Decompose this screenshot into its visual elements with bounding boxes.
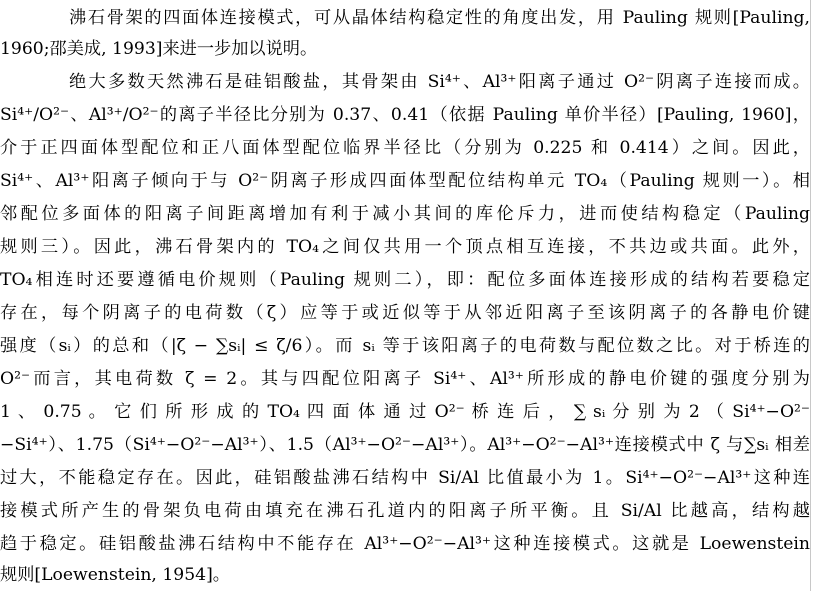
text-line-5: 介于正四面体型配位和正八面体型配位临界半径比（分别为 0.225 和 0.414）之间。因此，	[0, 138, 810, 158]
text-line-10: 存在，每个阴离子的电荷数（ζ）应等于或近似等于从邻近阳离子至该阴离子的各静电价键	[0, 303, 810, 323]
text-line-6: Si⁴⁺、Al³⁺阳离子倾向于与 O²⁻阴离子形成四面体型配位结构单元 TO₄（Pauling 规则一）。相	[0, 171, 810, 191]
text-line-13: 1 、 0.75 。 它 们 所 形 成 的 TO₄ 四 面 体 通 过 O²⁻ 桥 连 后 ， ∑ sᵢ 分 别 为 2 （ Si⁴⁺−O²⁻	[0, 402, 810, 422]
text-line-14: −Si⁴⁺）、1.75（Si⁴⁺−O²⁻−Al³⁺）、1.5（Al³⁺−O²⁻−Al³⁺）。Al³⁺−O²⁻−Al³⁺连接模式中 ζ 与∑sᵢ 相差	[0, 435, 810, 455]
text-line-4: Si⁴⁺/O²⁻、Al³⁺/O²⁻的离子半径比分别为 0.37、0.41（依据 Pauling 单价半径）[Pauling, 1960]，	[0, 105, 810, 125]
right-margin-guide	[810, 0, 811, 591]
text-line-7: 邻配位多面体的阳离子间距离增加有利于减小其间的库伦斥力，进而使结构稳定（Pauling	[0, 204, 810, 224]
text-line-18: 规则[Loewenstein, 1954]。	[0, 565, 230, 585]
text-line-12: O²⁻而言，其电荷数 ζ = 2。其与四配位阳离子 Si⁴⁺、Al³⁺所形成的静电价键的强度分别为	[0, 369, 810, 389]
text-line-8: 规则三）。因此，沸石骨架内的 TO₄之间仅共用一个顶点相互连接，不共边或共面。此外，	[0, 237, 810, 257]
text-line-9: TO₄相连时还要遵循电价规则（Pauling 规则二），即：配位多面体连接形成的结构若要稳定	[0, 270, 810, 290]
text-line-16: 接模式所产生的骨架负电荷由填充在沸石孔道内的阳离子所平衡。且 Si/Al 比越高，结构越	[0, 501, 810, 521]
text-line-15: 过大，不能稳定存在。因此，硅铝酸盐沸石结构中 Si/Al 比值最小为 1。Si⁴⁺−O²⁻−Al³⁺这种连	[0, 468, 810, 488]
text-line-17: 趋于稳定。硅铝酸盐沸石结构中不能存在 Al³⁺−O²⁻−Al³⁺这种连接模式。这就是 Loewenstein	[0, 534, 810, 554]
text-line-2: 1960;邵美成, 1993]来进一步加以说明。	[0, 39, 318, 59]
text-line-3: 绝大多数天然沸石是硅铝酸盐，其骨架由 Si⁴⁺、Al³⁺阳离子通过 O²⁻阴离子连接而成。	[69, 72, 810, 92]
text-line-1: 沸石骨架的四面体连接模式，可从晶体结构稳定性的角度出发，用 Pauling 规则[Pauling,	[69, 8, 810, 28]
text-line-11: 强度（sᵢ）的总和（|ζ − ∑sᵢ| ≤ ζ/6）。而 sᵢ 等于该阳离子的电荷数与配位数之比。对于桥连的	[0, 336, 810, 356]
